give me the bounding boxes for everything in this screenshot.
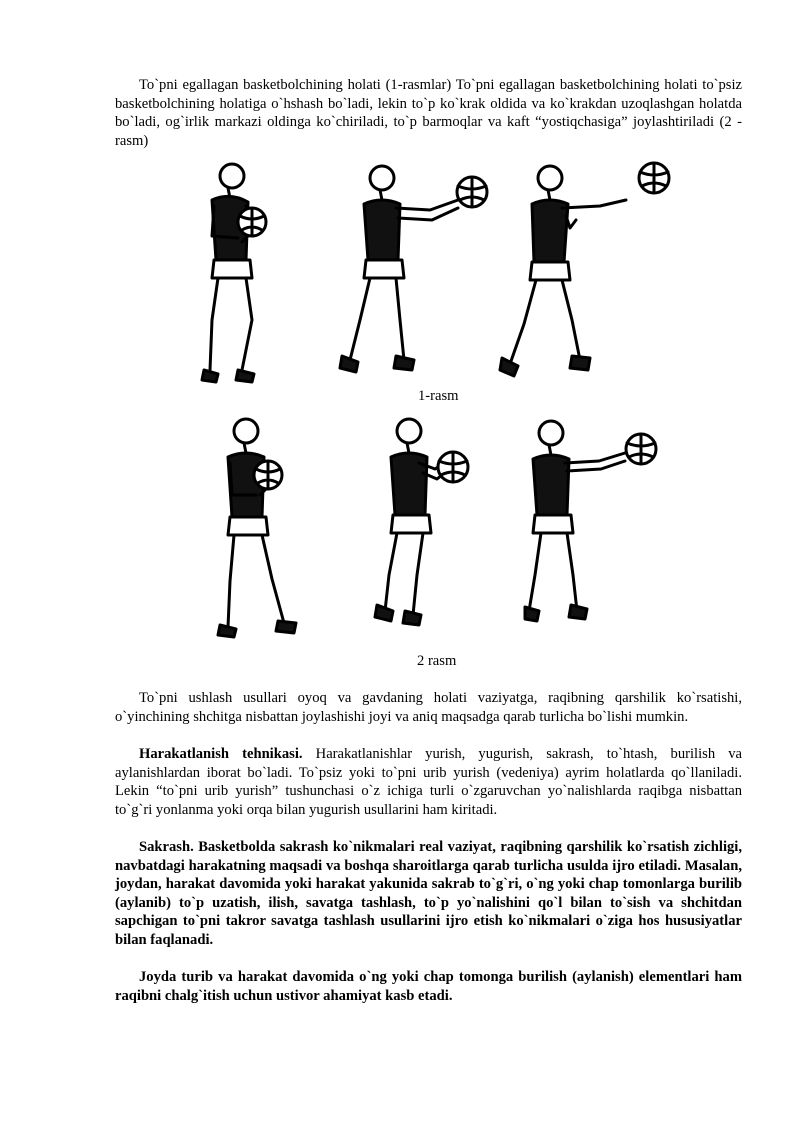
jump-paragraph: Sakrash. Basketbolda sakrash ko`nikmalari real vaziyat, raqibning qarshilik ko`rsatish zichligi, navbatdagi harakatning maqsadi va boshqa sharoitlarga qarab turlicha usulda ijro etiladi. Masalan, joydan, harakat davomida yoki harakat yakunida sakrab to`g`ri, o`ng yoki chap tomonlarga burilib (aylanib) to`p uzatish, ilish, savatga tashlash, to`p yo`nalishini qo`l bilan to`sish va shchitdan sapchigan to`pni takror savatga tashlash usullarini ijro etish ko`nikmalari o`ziga hos hususiyatlar bilan faqlanadi. <box>115 839 742 948</box>
movement-paragraph <box>115 745 742 819</box>
figure-1-caption: 1-rasm <box>418 388 459 404</box>
player-1b-illustration <box>340 160 500 385</box>
player-1c-illustration <box>500 160 670 385</box>
player-1a-illustration <box>190 160 300 385</box>
player-2b-illustration <box>375 415 475 640</box>
catching-paragraph: To`pni ushlash usullari oyoq va gavdaning holati vaziyatga, raqibning qarshilik ko`rsatishi, o`yinchining shchitga nisbattan joylashishi joyi va aniq maqsadga qarab turlicha bo`lishi mumkin. <box>115 690 742 725</box>
intro-paragraph: To`pni egallagan basketbolchining holati (1-rasmlar) To`pni egallagan basketbolchining holati to`psiz basketbolchining holatiga o`hshash bo`ladi, lekin to`p ko`krak oldida va ko`krakdan uzoqlashgan holatda bo`ladi, og`irlik markazi oldinga ko`chiriladi, to`p barmoqlar va kaft “yostiqchasiga” joylashtiriladi (2 - rasm) <box>115 77 742 149</box>
player-2c-illustration <box>525 415 665 640</box>
movement-text: Harakatlanishlar yurish, yugurish, sakrash, to`htash, burilish va aylanishlardan iborat bo`ladi. To`psiz yoki to`pni urib yurish (vedeniya) ayrim holatlarda qo`llaniladi. Lekin “to`pni urib yurish” tushunchasi o`z ichiga turli o`zgaruvchan yo`nalishlarda raqibga nisbattan to`g`ri yonlanma yoki orqa bilan yugurish usullarini ham kiritadi. <box>115 746 742 818</box>
figure-2-caption: 2 rasm <box>417 653 457 669</box>
player-2a-illustration <box>212 415 312 640</box>
turn-paragraph: Joyda turib va harakat davomida o`ng yoki chap tomonga burilish (aylanish) elementlari ham raqibni chalg`itish uchun ustivor ahamiyat kasb etadi. <box>115 969 742 1004</box>
movement-heading: Harakatlanish tehnikasi. <box>139 746 303 762</box>
